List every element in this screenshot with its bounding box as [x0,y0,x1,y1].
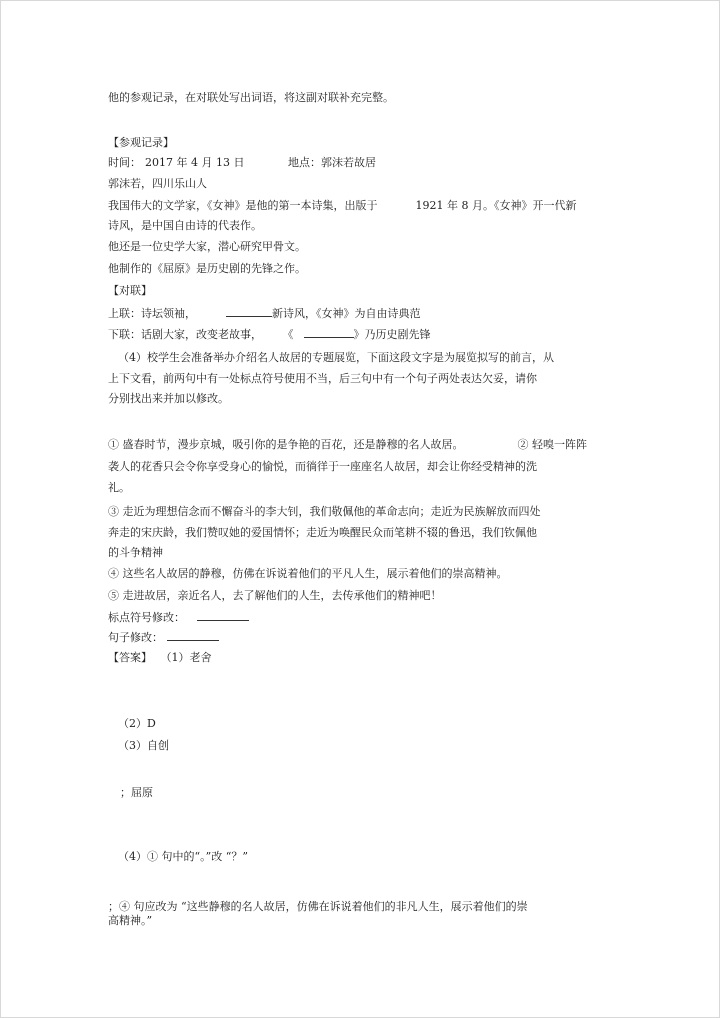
answer-3: （3）自创 [118,739,169,752]
record-heading: 【参观记录】 [108,136,174,149]
record-time: 时间： 2017 年 4 月 13 日 地点：郭沫若故居 [108,156,376,169]
answer-4: （4）① 句中的“。”改 “？” [118,850,248,863]
upper-blank[interactable] [226,305,272,317]
answer-2: （2）D [118,717,156,730]
record-line-1: 郭沫若，四川乐山人 [108,177,207,190]
couplet-lower: 下联：话剧大家，改变老故事， 《 》乃历史剧先锋 [108,328,431,341]
lower-blank[interactable] [304,326,354,338]
passage-3-cont: 奔走的宋庆龄，我们赞叹她的爱国情怀；走近为唤醒民众而笔耕不辍的鲁迅，我们钦佩他 [108,526,537,539]
sentence-blank[interactable] [167,629,219,641]
intro-line: 他的参观记录，在对联处写出词语，将这副对联补充完整。 [108,91,394,104]
couplet-heading: 【对联】 [108,284,152,297]
record-line-4: 他还是一位史学大家，潜心研究甲骨文。 [108,240,306,253]
answer-4b: ；④ 句应改为 “这些静穆的名人故居，仿佛在诉说着他们的非凡人生，展示着他们的崇 [108,900,528,913]
record-line-5: 他制作的《屈原》是历史剧的先锋之作。 [108,262,306,275]
q4-line-3: 分别找出来并加以修改。 [108,392,229,405]
answer-3b: ；屈原 [120,786,153,799]
passage-3-end: 的斗争精神 [108,546,163,559]
passage-1: ① 盛春时节，漫步京城，吸引你的是争艳的百花，还是静穆的名人故居。 ② 轻嗅一阵阵 [108,438,587,451]
sentence-fix: 句子修改： [108,629,219,645]
passage-1-end: 礼。 [108,481,130,494]
answer-4b-cont: 高精神。” [108,914,153,927]
passage-1-cont: 袭人的花香只会令你享受身心的愉悦，而徜徉于一座座名人故居，却会让你经受精神的洗 [108,460,537,473]
record-line-3: 诗风，是中国自由诗的代表作。 [108,219,262,232]
punct-blank[interactable] [197,609,249,621]
couplet-upper: 上联：诗坛领袖， 新诗风，《女神》为自由诗典范 [108,307,421,320]
passage-4: ④ 这些名人故居的静穆，仿佛在诉说着他们的平凡人生，展示着他们的崇高精神。 [108,567,508,580]
passage-5: ⑤ 走进故居，亲近名人，去了解他们的人生，去传承他们的精神吧！ [108,589,442,602]
passage-3: ③ 走近为理想信念而不懈奋斗的李大钊，我们敬佩他的革命志向；走近为民族解放而四处 [108,505,541,518]
q4-line-2: 上下文看，前两句中有一处标点符号使用不当，后三句中有一个句子两处表达欠妥，请你 [108,372,537,385]
q4-line-1: （4）校学生会准备举办介绍名人故居的专题展览，下面这段文字是为展览拟写的前言，从 [118,351,554,364]
punct-fix: 标点符号修改： [108,609,249,625]
record-line-2: 我国伟大的文学家，《女神》是他的第一本诗集，出版于 1921 年 8 月。《女神》开一代新 [108,199,577,212]
answer-line: 【答案】 （1）老舍 [108,651,212,664]
